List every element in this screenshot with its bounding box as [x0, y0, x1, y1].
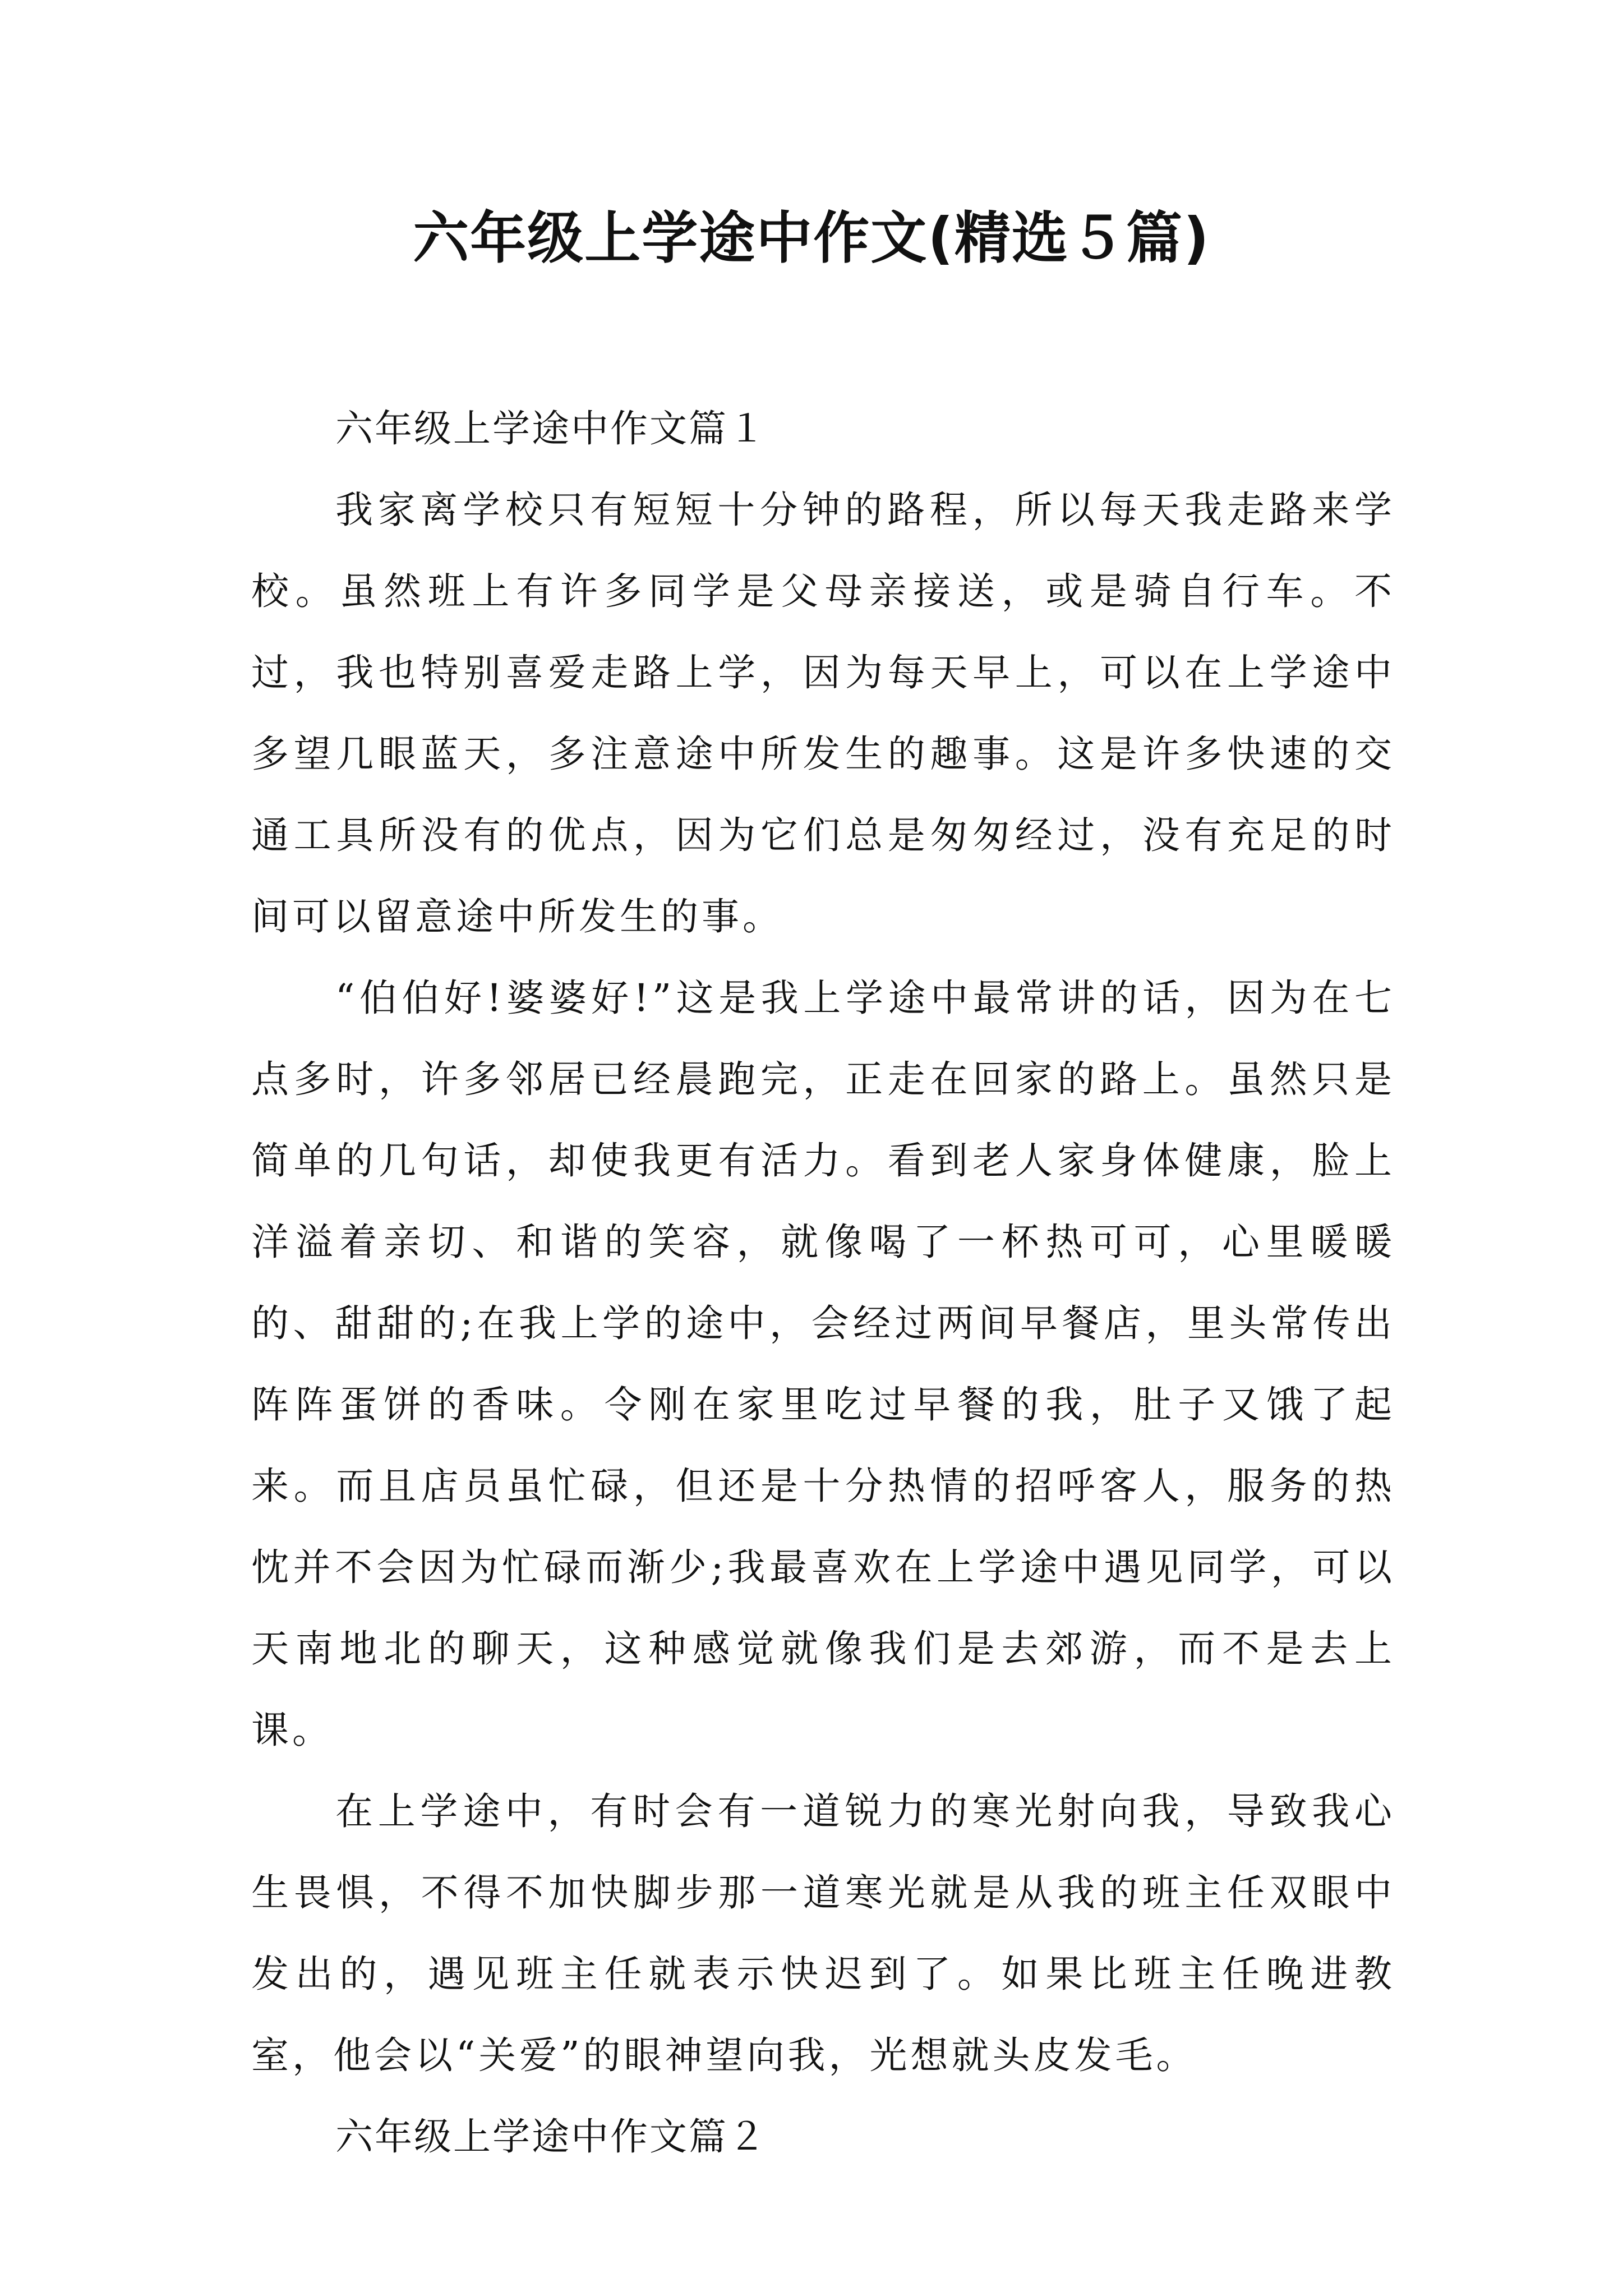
- paragraph-1: 我家离学校只有短短十分钟的路程，所以每天我走路来学校。虽然班上有许多同学是父母亲接送，或是骑自行车。不过，我也特别喜爱走路上学，因为每天早上，可以在上学途中多望几眼蓝天，多注意途中所发生的趣事。这是许多快速的交通工具所没有的优点，因为它们总是匆匆经过，没有充足的时间可以留意途中所发生的事。: [251, 488, 1395, 938]
- paragraph-2: “伯伯好!婆婆好!”这是我上学途中最常讲的话，因为在七点多时，许多邻居已经晨跑完，正走在回家的路上。虽然只是简单的几句话，却使我更有活力。看到老人家身体健康，脸上洋溢着亲切、和谐的笑容，就像喝了一杯热可可，心里暖暖的、甜甜的;在我上学的途中，会经过两间早餐店，里头常传出阵阵蛋饼的香味。令刚在家里吃过早餐的我，肚子又饿了起来。而且店员虽忙碌，但还是十分热情的招呼客人，服务的热忱并不会因为忙碌而渐少;我最喜欢在上学途中遇见同学，可以天南地北的聊天，这种感觉就像我们是去郊游，而不是去上课。: [251, 976, 1395, 1752]
- document-title: 六年级上学途中作文(精选５篇): [413, 205, 1210, 271]
- section-heading-1: 六年级上学途中作文篇１: [335, 407, 767, 450]
- document-body: [251, 388, 1395, 2178]
- section-heading-2: 六年级上学途中作文篇２: [335, 2115, 767, 2159]
- paragraph-3: 在上学途中，有时会有一道锐力的寒光射向我，导致我心生畏惧，不得不加快脚步那一道寒光就是从我的班主任双眼中发出的，遇见班主任就表示快迟到了。如果比班主任晚进教室，他会以“关爱”的眼神望向我，光想就头皮发毛。: [251, 1789, 1395, 2077]
